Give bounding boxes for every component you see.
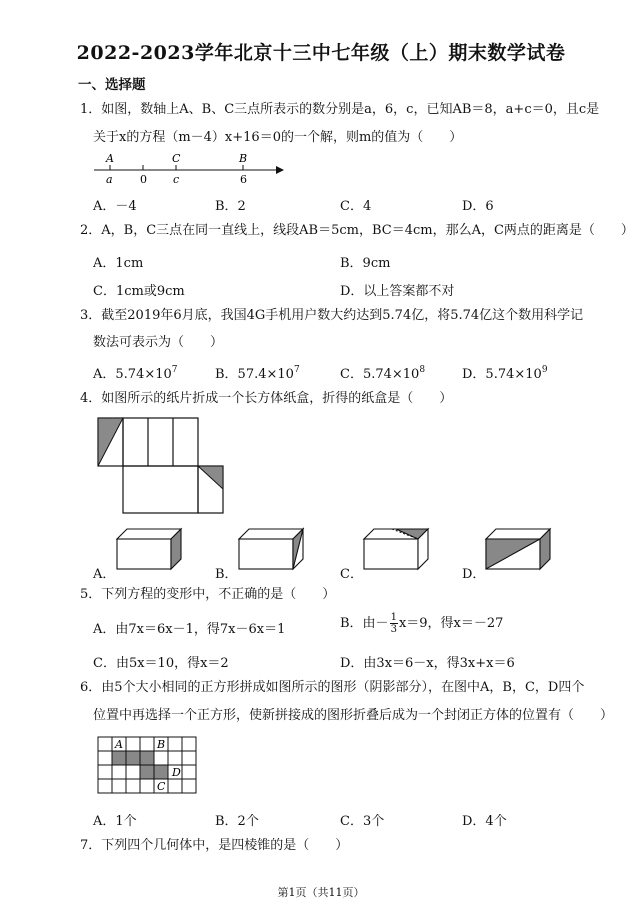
q5-option-a[interactable]: A．由7x＝6x－1，得7x－6x＝1 [93,622,286,637]
box-a-figure[interactable] [115,525,185,571]
q3-option-c[interactable]: C．$5.74\times 10^8$ [340,365,426,382]
grid-label-d: D [172,766,181,779]
q5-option-d[interactable]: D．由3x＝6－x，得3x+x＝6 [340,656,515,671]
q1-option-c[interactable]: C．4 [340,199,372,214]
q2-option-d[interactable]: D．以上答案都不对 [340,284,455,299]
box-net-figure [96,416,226,516]
q1-option-b[interactable]: B．2 [215,199,246,214]
q3-text-line2: 数法可表示为（ ） [93,335,224,350]
fraction-one-third: $\frac{1}{3}$ [390,612,397,635]
square-grid-figure [97,736,199,796]
tick-c-label: c [173,173,180,186]
page-footer: 第1页（共11页） [277,886,365,899]
q3-option-b[interactable]: B．$57.4\times 10^7$ [215,365,300,382]
grid-label-b: B [157,738,166,751]
point-c-label: C [172,152,181,165]
q4-option-b[interactable]: B． [215,567,238,582]
q4-text-line1: 4．如图所示的纸片折成一个长方体纸盒，折得的纸盒是（ ） [80,391,453,406]
section-heading: 一、选择题 [78,77,146,93]
q6-option-b[interactable]: B．2个 [215,814,259,829]
q2-option-b[interactable]: B．9cm [340,256,391,271]
grid-label-a: A [115,738,123,751]
q4-option-a[interactable]: A． [93,567,116,582]
q1-text-line2: 关于x的方程（m－4）x+16＝0的一个解，则m的值为（ ） [93,130,463,145]
q6-option-c[interactable]: C．3个 [340,814,385,829]
box-d-figure[interactable] [484,525,554,571]
tick-a-label: a [106,173,113,186]
point-b-label: B [239,152,248,165]
q6-option-d[interactable]: D．4个 [462,814,507,829]
q3-text-line1: 3．截至2019年6月底，我国4G手机用户数大约达到5.74亿，将5.74亿这个数用科学记 [80,308,584,323]
q2-text-line1: 2．A，B，C三点在同一直线上，线段AB＝5cm，BC＝4cm，那么A，C两点的距离是（ ） [80,223,634,238]
point-a-label: A [106,152,114,165]
q7-text-line1: 7．下列四个几何体中，是四棱锥的是（ ） [80,838,349,853]
tick-6-label: 6 [240,173,247,186]
q2-option-c[interactable]: C．1cm或9cm [93,284,185,299]
q4-option-c[interactable]: C． [340,567,363,582]
q6-text-line1: 6．由5个大小相同的正方形拼成如图所示的图形（阴影部分），在图中A，B，C，D四个 [80,680,585,695]
q1-option-d[interactable]: D．6 [462,199,494,214]
q5-option-b[interactable]: B．由－ $\frac{1}{3}$ x＝9，得x＝－27 [340,612,504,635]
q4-option-d[interactable]: D． [462,567,486,582]
box-c-figure[interactable] [362,525,432,571]
q3-option-d[interactable]: D．$5.74\times 10^9$ [462,365,548,382]
box-b-figure[interactable] [237,525,307,571]
q6-option-a[interactable]: A．1个 [93,814,137,829]
tick-0-label: 0 [140,173,147,186]
q5-option-c[interactable]: C．由5x＝10，得x＝2 [93,656,229,671]
q1-text-line1: 1．如图，数轴上A、B、C三点所表示的数分别是a，6，c，已知AB＝8，a+c＝0，且c是 [80,102,600,117]
q6-text-line2: 位置中再选择一个正方形，使新拼接成的图形折叠后成为一个封闭正方体的位置有（ ） [93,708,614,723]
page-title: 2022-2023学年北京十三中七年级（上）期末数学试卷 [76,42,566,64]
q5-text-line1: 5．下列方程的变形中，不正确的是（ ） [80,587,336,602]
q1-option-a[interactable]: A．－4 [93,199,137,214]
number-line-figure [90,150,290,188]
grid-label-c: C [157,780,166,793]
q3-option-a[interactable]: A．$5.74\times 10^7$ [93,365,178,382]
q2-option-a[interactable]: A．1cm [93,256,144,271]
